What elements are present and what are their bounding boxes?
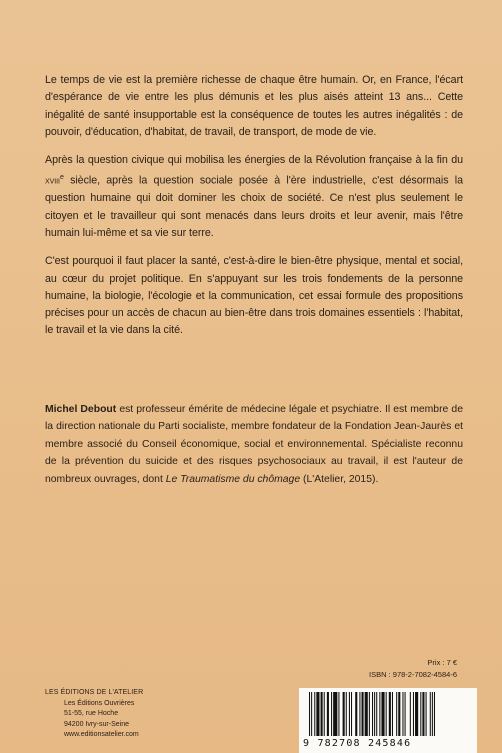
barcode-bar xyxy=(343,692,345,736)
author-bio xyxy=(45,401,463,488)
barcode-bar xyxy=(415,692,418,736)
barcode-bar xyxy=(314,692,315,736)
barcode-bar xyxy=(389,692,391,736)
barcode-bar xyxy=(365,692,368,736)
author-name: Michel Debout xyxy=(45,404,117,415)
barcode-bar xyxy=(402,692,403,736)
barcode-bar xyxy=(432,692,433,736)
blurb-p2-end: siècle, après la question sociale posée à l'ère industrielle, c'est désormais la question humaine qui doit dominer les choix de société. Ce n'est plus seulement le citoyen et le travailleur qui sont menacés dans leurs droits et leur avenir, mais l'être humain lui-même et sa vie sur terre. xyxy=(45,175,463,239)
barcode-bar xyxy=(362,692,364,736)
barcode-bar xyxy=(351,692,352,736)
publisher-name: LES ÉDITIONS DE L'ATELIER xyxy=(45,689,144,696)
barcode-bar xyxy=(405,692,406,736)
isbn: ISBN : 978-2-7082-4584-6 xyxy=(369,670,457,679)
publisher-street: 51-55, rue Hoche xyxy=(64,710,119,717)
barcode-bar xyxy=(398,692,400,736)
barcode-bar xyxy=(379,692,380,736)
barcode-bar xyxy=(434,692,435,736)
barcode-bar xyxy=(420,692,421,736)
barcode-bar xyxy=(381,692,384,736)
blurb-p2-start: Après la question civique qui mobilisa les énergies de la Révolution française à la fin du xyxy=(45,154,463,167)
barcode-bar xyxy=(333,692,337,736)
barcode-bar xyxy=(321,692,323,736)
book-reference: (L'Atelier, 2015). xyxy=(300,473,379,485)
barcode-bar xyxy=(359,692,360,736)
barcode-bar xyxy=(338,692,339,736)
barcode-number: 9 782708 245846 xyxy=(303,738,412,749)
barcode-bar xyxy=(396,692,397,736)
barcode-bar xyxy=(316,692,319,736)
barcode-bars xyxy=(307,692,469,738)
century-suffix: e xyxy=(59,174,64,182)
blurb-paragraph-3: C'est pourquoi il faut placer la santé, c'est-à-dire le bien-être physique, mental et social, au cœur du projet politique. En s'appuyant sur les trois fondements de la personne humaine, la biologie, l'écologie et la communication, cet essai formule des propositions précises pour un accès de chacun au bien-être dans trois domaines essentiels : l'habitat, le travail et la vie dans la cité. xyxy=(45,255,463,337)
barcode-bar xyxy=(349,692,350,736)
barcode-bar xyxy=(422,692,424,736)
barcode-bar xyxy=(374,692,375,736)
century-numeral: xviii xyxy=(45,175,60,188)
barcode-bar xyxy=(311,692,312,736)
price: Prix : 7 € xyxy=(427,658,457,667)
publisher-city: 94200 Ivry-sur-Seine xyxy=(64,720,129,728)
barcode-bar xyxy=(392,692,393,736)
barcode-bar xyxy=(355,692,357,736)
barcode-bar xyxy=(324,692,325,736)
publisher-imprint: Les Éditions Ouvrières xyxy=(64,699,135,707)
barcode-bar xyxy=(376,692,377,736)
barcode-bar xyxy=(426,692,427,736)
author-bio-text: est professeur émérite de médecine légale et psychiatre. Il est membre de la direction nationale du Parti socialiste, membre fondateur de la Fondation Jean-Jaurès et membre associé du Conseil économique, social et environnemental. Spécialiste reconnu de la prévention du suicide et des risques psychosociaux au travail, il est l'auteur de nombreux ouvrages, dont xyxy=(45,404,463,485)
publisher-website: www.editionsatelier.com xyxy=(64,731,139,738)
publisher-info xyxy=(45,688,205,741)
barcode-bar xyxy=(430,692,431,736)
blurb-paragraph-2 xyxy=(45,152,463,242)
barcode-bar xyxy=(386,692,387,736)
barcode-bar xyxy=(410,692,411,736)
blurb-paragraph-1: Le temps de vie est la première richesse de chaque être humain. Or, en France, l'écart d'espérance de vie entre les plus démunis et les plus aisés atteint 13 ans... Cette inégalité de santé insupportable est la conséquence de toutes les autres inégalités : de pouvoir, d'éducation, d'habitat, de travail, de transport, de mode de vie. xyxy=(45,74,463,138)
barcode-bar xyxy=(413,692,414,736)
barcode-bar xyxy=(372,692,373,736)
blurb xyxy=(45,72,463,351)
barcode-bar xyxy=(327,692,329,736)
barcode-bar xyxy=(331,692,332,736)
barcode-bar xyxy=(309,692,310,736)
book-title: Le Traumatisme du chômage xyxy=(165,473,301,485)
barcode xyxy=(299,688,477,753)
barcode-bar xyxy=(369,692,370,736)
barcode-bar xyxy=(346,692,347,736)
